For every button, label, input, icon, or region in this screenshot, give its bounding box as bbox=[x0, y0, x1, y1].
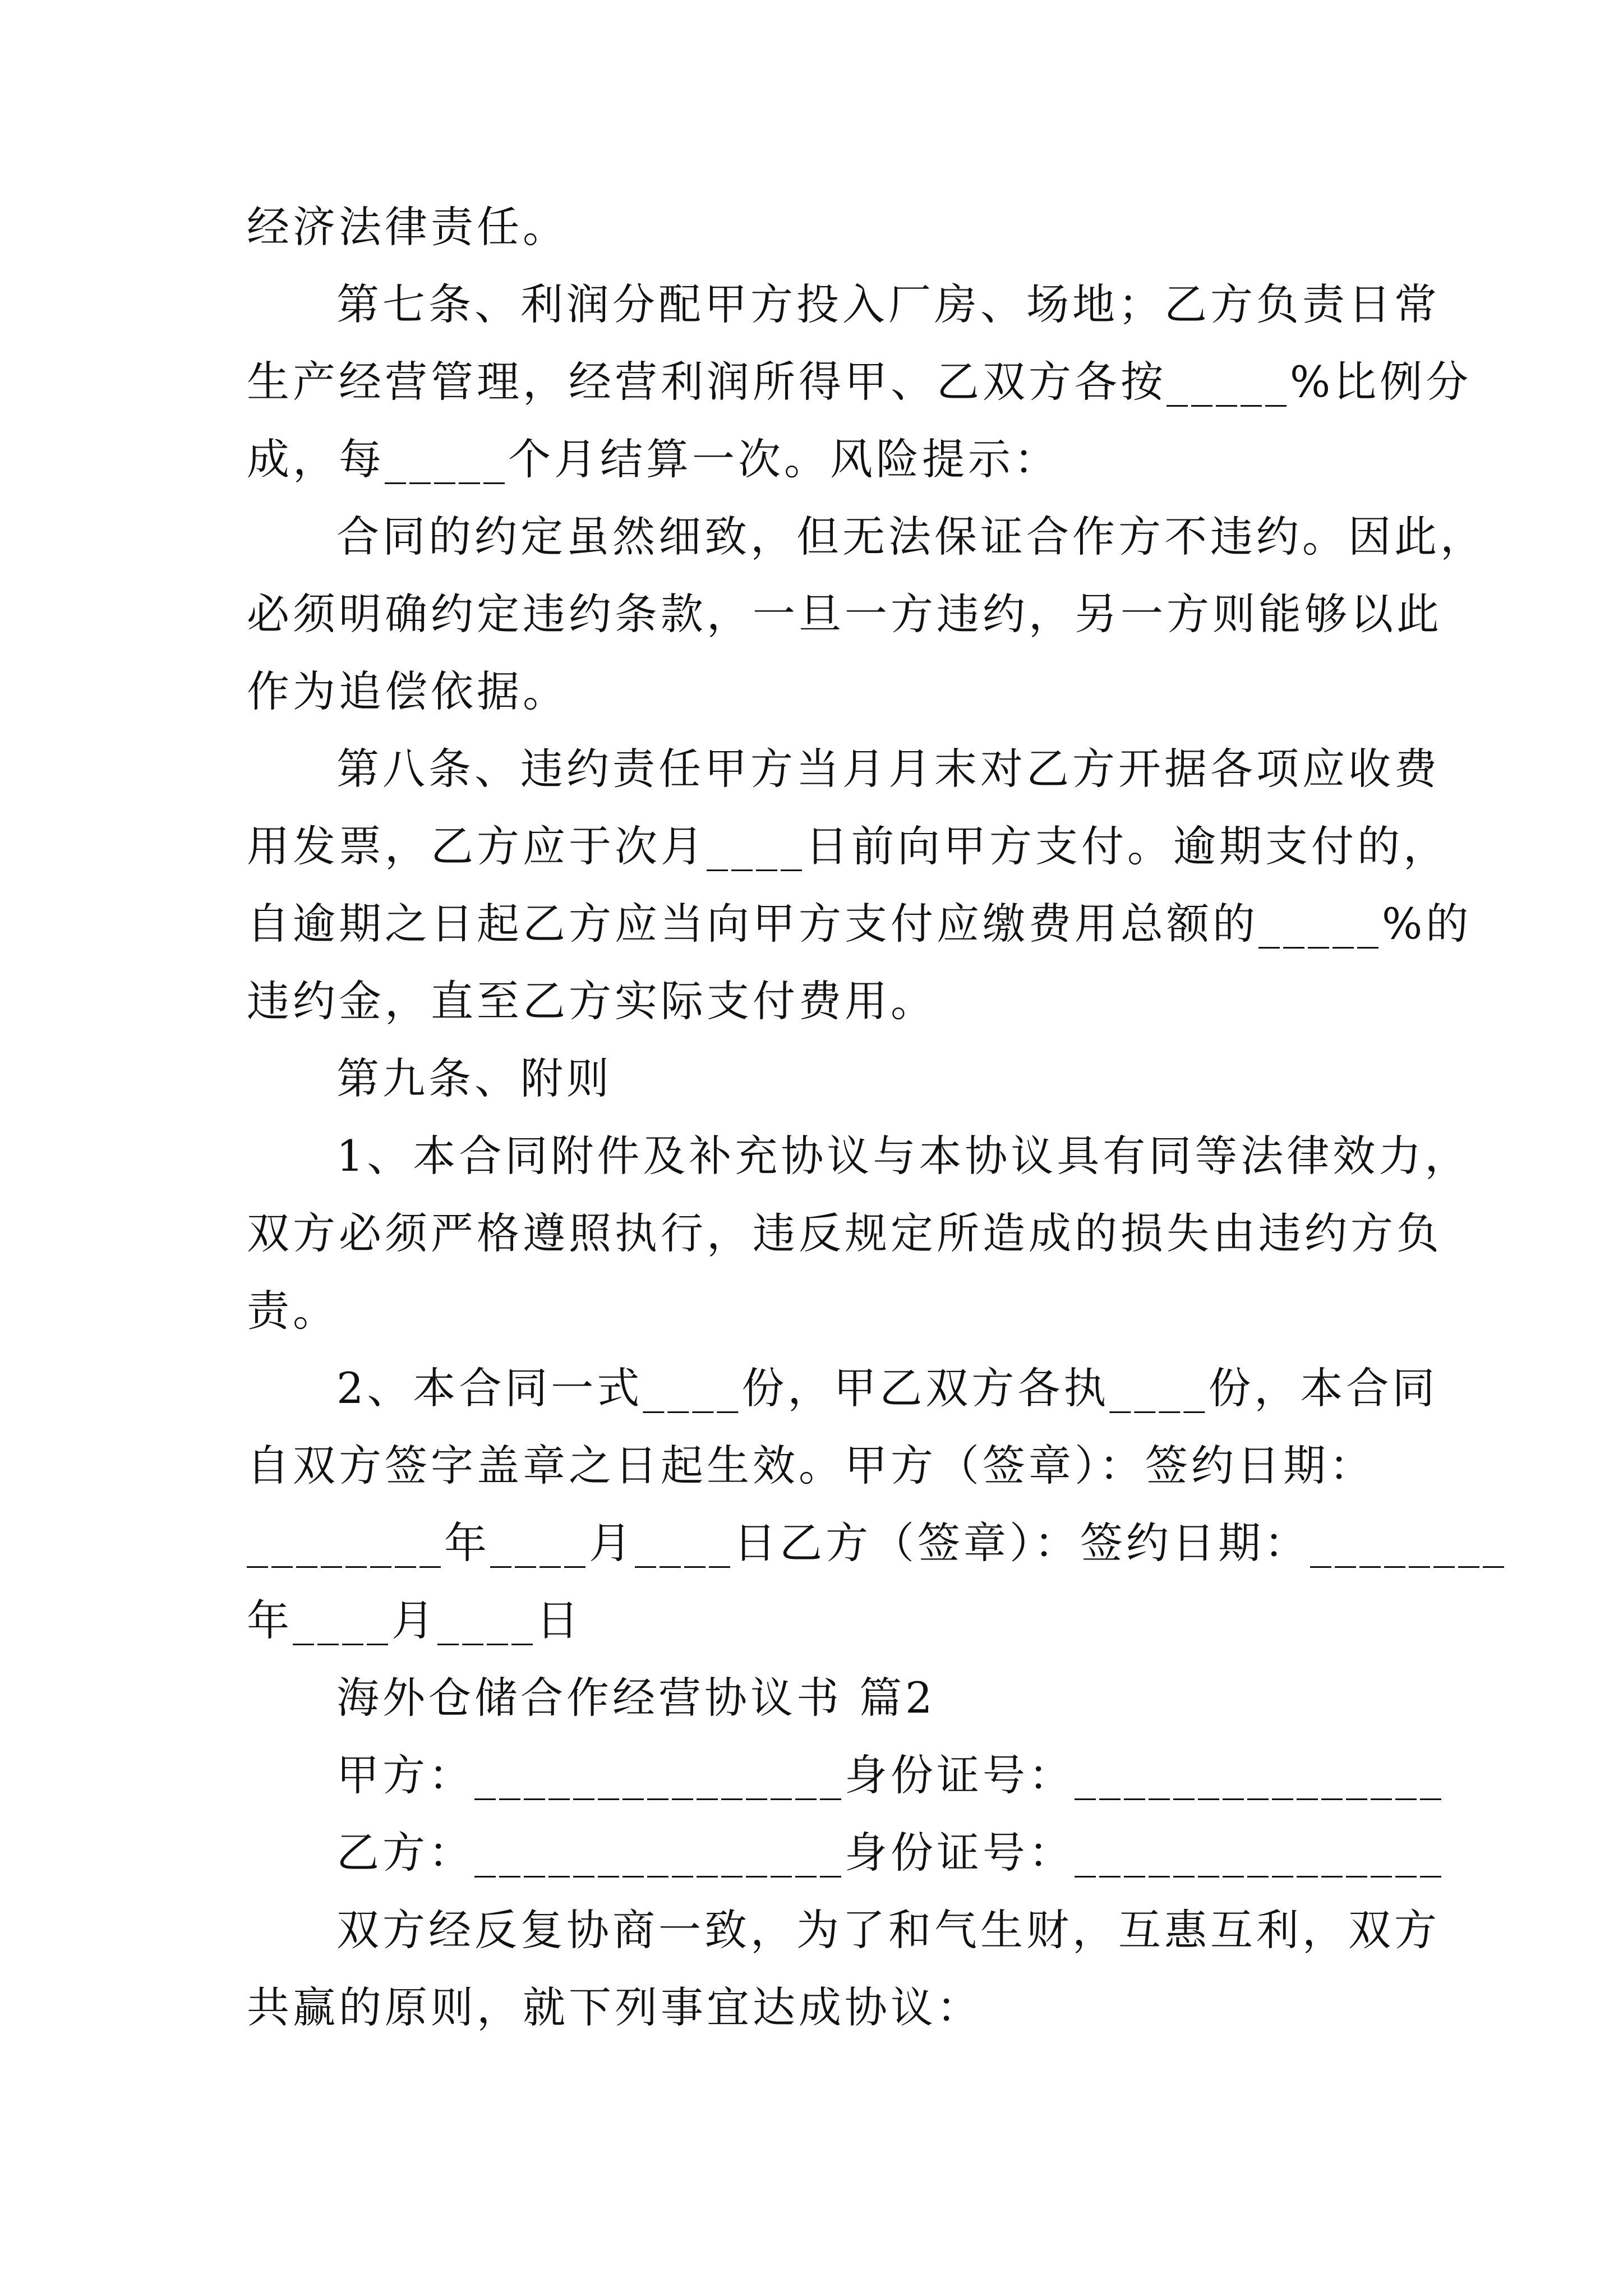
text-line: 必须明确约定违约条款，一旦一方违约，另一方则能够以此 bbox=[247, 589, 1442, 639]
text-line: 成，每_____个月结算一次。风险提示： bbox=[247, 434, 1060, 484]
text-line: 生产经营管理，经营利润所得甲、乙双方各按_____%比例分 bbox=[247, 357, 1472, 407]
text-line: 第九条、附则 bbox=[336, 1053, 612, 1103]
party-a-line: 甲方：_______________身份证号：_______________ bbox=[336, 1750, 1445, 1800]
text-line: 自逾期之日起乙方应当向甲方支付应缴费用总额的_____%的 bbox=[247, 899, 1472, 949]
text-line: 双方必须严格遵照执行，违反规定所造成的损失由违约方负 bbox=[247, 1208, 1442, 1258]
text-line: 第八条、违约责任甲方当月月末对乙方开据各项应收费 bbox=[336, 744, 1440, 794]
section-heading: 海外仓储合作经营协议书 篇2 bbox=[336, 1673, 936, 1723]
text-line: 双方经反复协商一致，为了和气生财，互惠互利，双方 bbox=[336, 1905, 1440, 1955]
text-line: 责。 bbox=[247, 1286, 339, 1336]
text-line: 违约金，直至乙方实际支付费用。 bbox=[247, 976, 937, 1026]
text-line: 经济法律责任。 bbox=[247, 202, 569, 252]
text-line: 自双方签字盖章之日起生效。甲方（签章）：签约日期： bbox=[247, 1441, 1375, 1490]
text-line: 合同的约定虽然细致，但无法保证合作方不违约。因此， bbox=[336, 512, 1486, 562]
text-line: 用发票，乙方应于次月____日前向甲方支付。逾期支付的， bbox=[247, 821, 1449, 871]
text-line: 2、本合同一式____份，甲乙双方各执____份，本合同 bbox=[336, 1363, 1438, 1413]
text-line: 1、本合同附件及补充协议与本协议具有同等法律效力， bbox=[336, 1131, 1471, 1181]
text-line: 共赢的原则，就下列事宜达成协议： bbox=[247, 1982, 983, 2032]
text-line: 第七条、利润分配甲方投入厂房、场地；乙方负责日常 bbox=[336, 279, 1440, 329]
party-b-line: 乙方：_______________身份证号：_______________ bbox=[336, 1828, 1445, 1878]
text-line: ________年____月____日乙方（签章）：签约日期：________ bbox=[247, 1518, 1507, 1568]
text-line: 年____月____日 bbox=[247, 1595, 582, 1645]
text-line: 作为追偿依据。 bbox=[247, 666, 569, 716]
